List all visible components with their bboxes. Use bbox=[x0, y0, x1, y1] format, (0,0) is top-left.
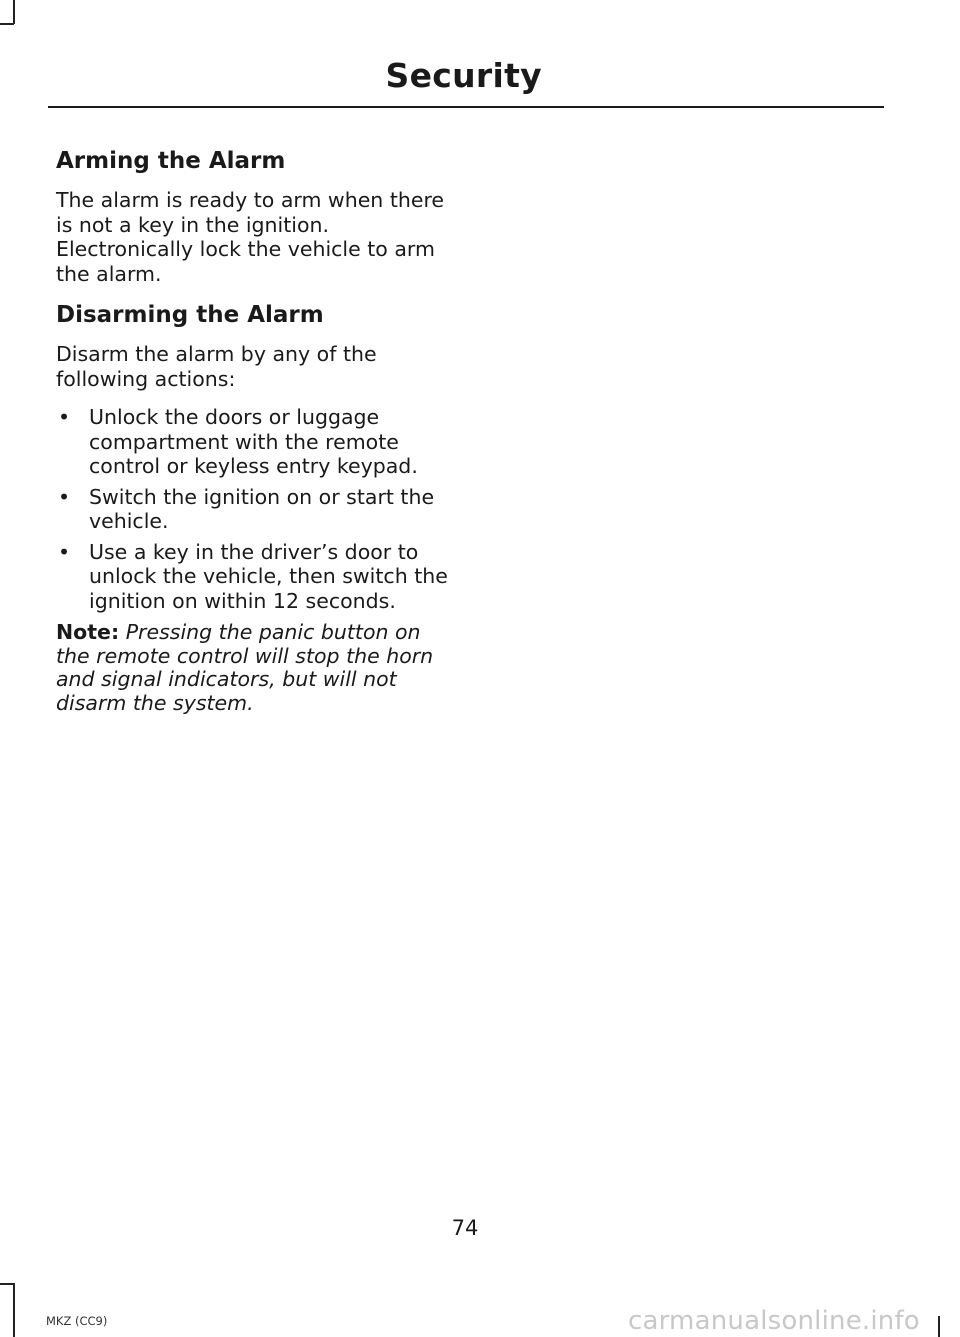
list-item-text: Switch the ignition on or start the vehicle. bbox=[89, 484, 435, 533]
page-section-title: Security bbox=[385, 56, 542, 95]
crop-mark-bottom-right-vertical bbox=[938, 1316, 940, 1337]
list-item-text: Unlock the doors or luggage compartment with the remote control or keyless entry keypad. bbox=[89, 405, 418, 478]
content-column bbox=[56, 146, 452, 715]
list-item bbox=[56, 540, 452, 614]
heading-disarming-the-alarm: Disarming the Alarm bbox=[56, 302, 324, 328]
disarm-actions-list bbox=[56, 405, 452, 613]
list-item bbox=[56, 405, 452, 479]
crop-mark-bottom-left-vertical bbox=[13, 1283, 15, 1337]
list-item-text: Use a key in the driver’s door to unlock the vehicle, then switch the ignition on within 12 seconds. bbox=[89, 539, 448, 613]
paragraph-disarming-intro: Disarm the alarm by any of the following actions: bbox=[56, 342, 377, 391]
crop-mark-top-left-vertical bbox=[13, 0, 15, 24]
list-item bbox=[56, 485, 452, 534]
bullet-icon: • bbox=[58, 484, 71, 509]
page-number: 74 bbox=[451, 1216, 479, 1240]
model-code: MKZ (CC9) bbox=[46, 1314, 108, 1328]
watermark-text: carmanualsonline.info bbox=[628, 1306, 920, 1336]
note-text: Pressing the panic button on the remote control will stop the horn and signal indicators, but will not disarm the system. bbox=[56, 620, 434, 715]
paragraph-arming: The alarm is ready to arm when there is not a key in the ignition. Electronically lock the vehicle to arm the alarm. bbox=[56, 188, 445, 286]
crop-mark-top-left-horizontal bbox=[0, 23, 14, 25]
header-divider bbox=[48, 106, 884, 108]
note-block bbox=[56, 621, 452, 715]
heading-arming-the-alarm: Arming the Alarm bbox=[56, 148, 286, 174]
note-label: Note: bbox=[56, 620, 120, 644]
crop-mark-bottom-left-horizontal bbox=[0, 1283, 14, 1285]
bullet-icon: • bbox=[58, 405, 71, 429]
bullet-icon: • bbox=[58, 539, 71, 564]
